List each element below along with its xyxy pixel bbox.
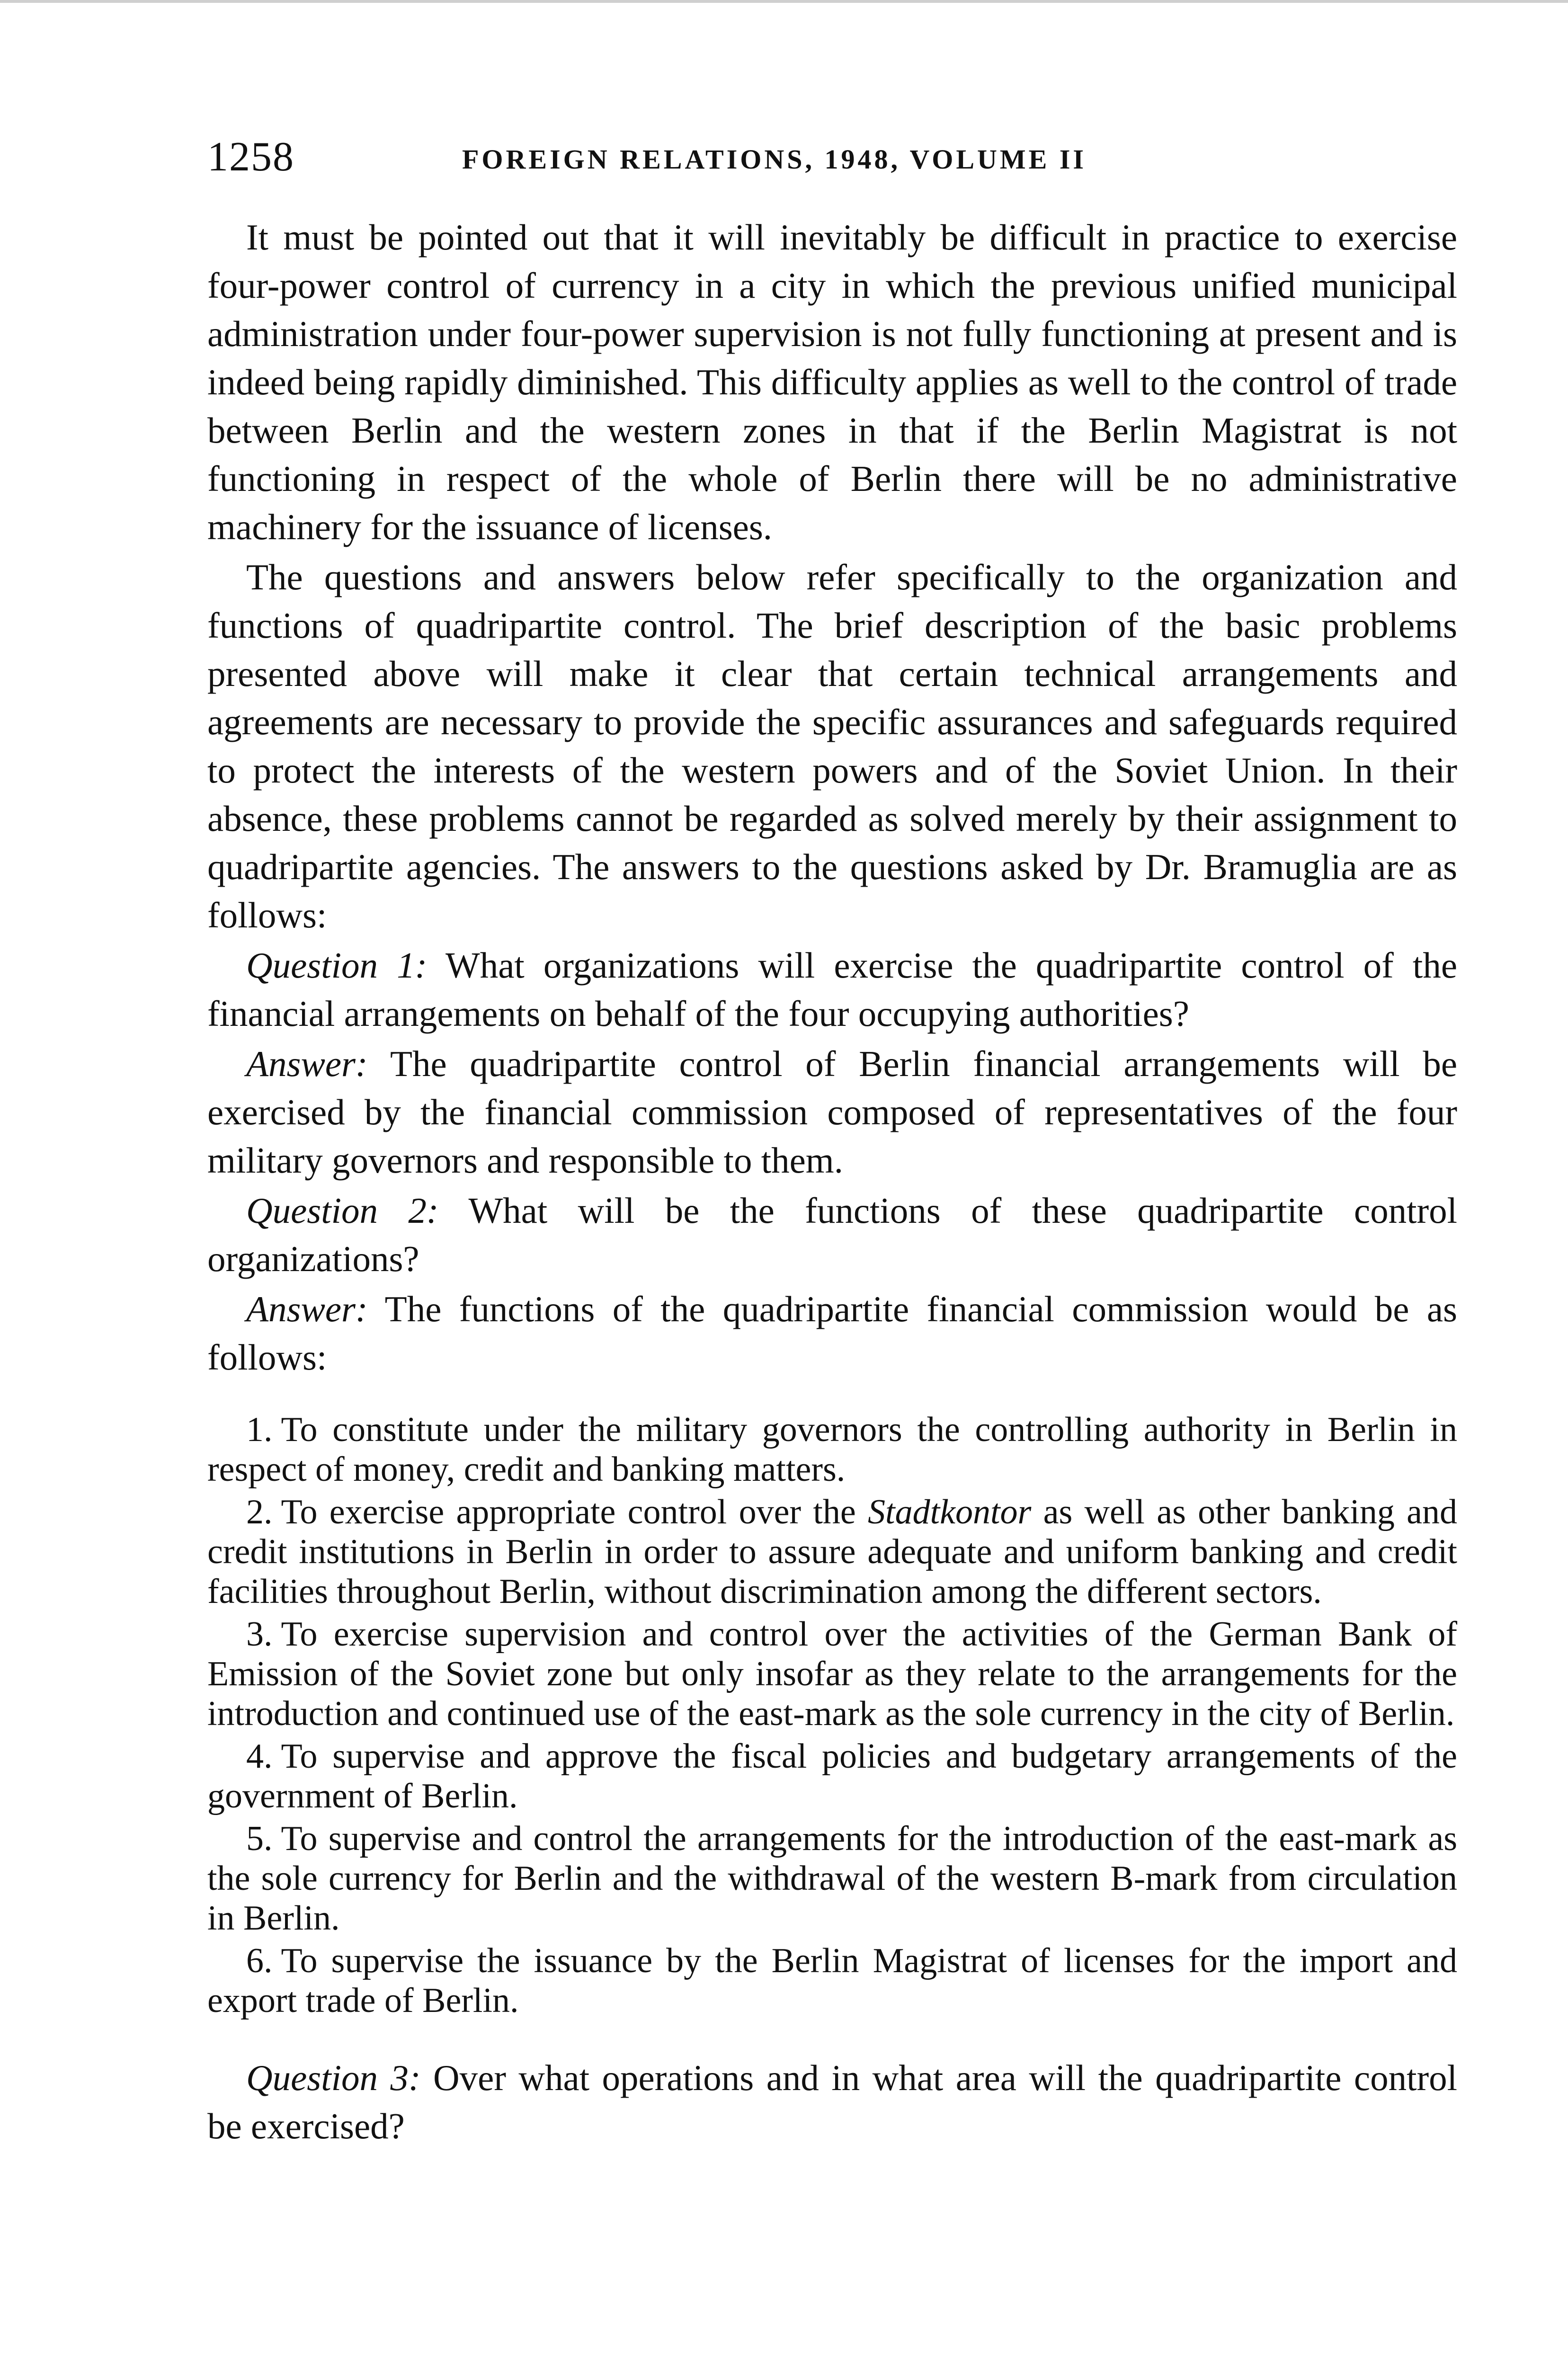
list-item xyxy=(207,1614,1457,1734)
list-item-number: 2. xyxy=(246,1493,273,1531)
question-3 xyxy=(207,2054,1457,2150)
answer-1-text: The quadripartite control of Berlin financial arrangements will be exercised by the financial commission composed of representatives of the four military governors and responsible to them. xyxy=(207,1043,1457,1181)
top-edge-rule xyxy=(0,0,1568,3)
page-number: 1258 xyxy=(207,134,294,180)
list-item-number: 4. xyxy=(246,1737,273,1776)
running-head: FOREIGN RELATIONS, 1948, VOLUME II xyxy=(462,144,1087,175)
list-item-number: 3. xyxy=(246,1615,273,1654)
question-1-label: Question 1: xyxy=(246,945,428,986)
answer-2 xyxy=(207,1285,1457,1381)
list-item xyxy=(207,1941,1457,2020)
page-header xyxy=(207,133,1457,190)
question-2 xyxy=(207,1186,1457,1283)
list-item-text: To supervise the issuance by the Berlin Magistrat of licenses for the import and export trade of Berlin. xyxy=(207,1941,1457,2020)
list-item-text: To exercise supervision and control over the activities of the German Bank of Emission of the Soviet zone but only insofar as they relate to the arrangements for the introduction and continued use of the east-mark as the sole currency in the city of Berlin. xyxy=(207,1615,1457,1733)
functions-list xyxy=(207,1410,1457,2020)
body-text xyxy=(207,213,1457,2152)
list-item xyxy=(207,1492,1457,1611)
answer-1-label: Answer: xyxy=(246,1043,368,1084)
list-item-text: To supervise and approve the fiscal policies and budgetary arrangements of the government of Berlin. xyxy=(207,1737,1457,1815)
question-2-label: Question 2: xyxy=(246,1190,439,1231)
list-item-text: as well as other banking and credit institutions in Berlin in order to assure adequate and uniform banking and credit facilities throughout Berlin, without discrimination among the different sectors. xyxy=(207,1493,1457,1611)
list-item-text: To constitute under the military governors the controlling authority in Berlin in respect of money, credit and banking matters. xyxy=(207,1410,1457,1489)
list-item xyxy=(207,1736,1457,1816)
question-3-text: Over what operations and in what area will the quadripartite control be exercised? xyxy=(207,2057,1458,2146)
list-item xyxy=(207,1819,1457,1938)
list-item-number: 6. xyxy=(246,1941,273,1980)
question-3-label: Question 3: xyxy=(246,2057,421,2098)
question-2-text: What will be the functions of these quadripartite control organizations? xyxy=(207,1190,1457,1279)
list-item xyxy=(207,1410,1457,1489)
question-1-text: What organizations will exercise the quadripartite control of the financial arrangements on behalf of the four occupying authorities? xyxy=(207,945,1457,1034)
paragraph-intro-1: It must be pointed out that it will inevitably be difficult in practice to exercise four-power control of currency in a city in which the previous unified municipal administration under four-power supervision is not fully functioning at present and is indeed being rapidly diminished. This difficulty applies as well to the control of trade between Berlin and the western zones in that if the Berlin Magistrat is not functioning in respect of the whole of Berlin there will be no administrative machinery for the issuance of licenses. xyxy=(207,217,1457,547)
question-1 xyxy=(207,941,1457,1038)
answer-2-label: Answer: xyxy=(246,1289,368,1329)
list-item-number: 5. xyxy=(246,1819,273,1858)
paragraph-intro-2: The questions and answers below refer specifically to the organization and functions of quadripartite control. The brief description of the basic problems presented above will make it clear that certain technical arrangements and agreements are necessary to provide the specific assurances and safeguards required to protect the interests of the western powers and of the Soviet Union. In their absence, these problems cannot be regarded as solved merely by their assignment to quadripartite agencies. The answers to the questions asked by Dr. Bramuglia are as follows: xyxy=(207,557,1457,935)
list-item-italic-term: Stadtkontor xyxy=(868,1493,1032,1531)
list-item-number: 1. xyxy=(246,1410,273,1449)
answer-1 xyxy=(207,1040,1457,1184)
list-item-text: To supervise and control the arrangements for the introduction of the east-mark as the sole currency for Berlin and the withdrawal of the western B-mark from circulation in Berlin. xyxy=(207,1819,1457,1938)
list-item-text: To exercise appropriate control over the xyxy=(281,1493,868,1531)
answer-2-text: The functions of the quadripartite financial commission would be as follows: xyxy=(207,1289,1457,1378)
